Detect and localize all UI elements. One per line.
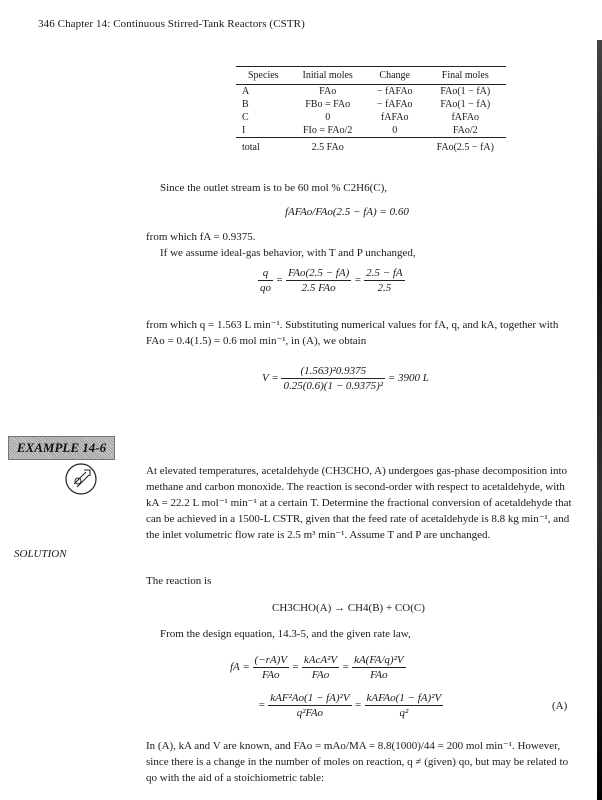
table-cell: − fAFAo xyxy=(376,86,413,97)
stoichiometric-table xyxy=(236,66,506,154)
equation-volume: V = $\frac{\text{(1.563)²0.9375}}{\text{0.25(0.6)(1 − 0.9375)²}}$ = 3900 L xyxy=(262,365,429,392)
flask-icon xyxy=(64,462,98,496)
table-cell: FAo(1 − fA) xyxy=(440,99,491,110)
fraction: $\frac{\text{kAF²Ao(1 − fA)²V}}{\text{q²FAo}}$ xyxy=(270,692,350,719)
table-row xyxy=(236,98,506,111)
paragraph: The reaction is xyxy=(146,575,212,587)
stoichiometric-table-wrapper xyxy=(236,66,506,154)
fraction: $\frac{\text{FAo(2.5 − fA)}}{\text{2.5 FAo}}$ xyxy=(287,267,350,294)
table-row xyxy=(236,111,506,124)
table-row xyxy=(236,85,506,99)
table-cell: C xyxy=(242,112,249,123)
table-cell: A xyxy=(242,86,250,97)
paragraph: Since the outlet stream is to be 60 mol % C2H6(C), xyxy=(160,182,387,194)
design-equation-line1: fA = $\frac{(-rA)V}{\text{FAo}}$ = $\frac{\text{kAcA²V}}{\text{FAo}}$ = $\frac{\text{kA(FA/q)²V}}{\text{FAo}}$ xyxy=(230,654,404,681)
table-cell: FAo(1 − fA) xyxy=(440,86,491,97)
table-cell: total xyxy=(236,138,291,155)
reaction-equation: CH3CHO(A) → CH4(B) + CO(C) xyxy=(272,602,425,614)
paragraph: If we assume ideal-gas behavior, with T and P unchanged, xyxy=(160,247,416,259)
table-cell: I xyxy=(242,125,246,136)
table-cell: 0 xyxy=(392,125,398,136)
col-header: Change xyxy=(365,67,425,85)
equation-mole-fraction: fAFAo/FAo(2.5 − fA) = 0.60 xyxy=(285,206,409,218)
table-cell: FIo = FAo/2 xyxy=(303,125,353,136)
table-cell: 0 xyxy=(325,112,331,123)
fraction: $\frac{\text{(1.563)²0.9375}}{\text{0.25(0.6)(1 − 0.9375)²}}$ xyxy=(283,365,384,392)
example-label: EXAMPLE 14-6 xyxy=(8,436,115,460)
design-equation-line2: = $\frac{\text{kAF²Ao(1 − fA)²V}}{\text{q²FAo}}$ = $\frac{\text{kAFAo(1 − fA)²V}}{\text{q²}}$ xyxy=(258,692,442,719)
fraction: $\frac{2.5 - fA}{2.5}$ xyxy=(366,267,403,294)
equation-label: (A) xyxy=(552,700,568,712)
paragraph: From the design equation, 14.3-5, and the given rate law, xyxy=(160,628,411,640)
table-cell: 2.5 FAo xyxy=(291,138,365,155)
fraction: $\frac{\text{kAcA²V}}{\text{FAo}}$ xyxy=(303,654,338,681)
table-cell: FBo = FAo xyxy=(305,99,351,110)
equation-flow-ratio: $\frac{q}{qo}$ = $\frac{\text{FAo(2.5 − fA)}}{\text{2.5 FAo}}$ = $\frac{2.5 - fA}{2.5}$ xyxy=(260,267,403,294)
fraction: $\frac{(-rA)V}{\text{FAo}}$ xyxy=(254,654,287,681)
table-cell: − fAFAo xyxy=(376,99,413,110)
table-total-row xyxy=(236,138,506,155)
table-cell: fAFAo xyxy=(380,112,409,123)
col-header: Initial moles xyxy=(291,67,365,85)
solution-label: SOLUTION xyxy=(14,548,67,560)
fraction: $\frac{q}{qo}$ xyxy=(260,267,271,294)
table-cell xyxy=(365,138,425,155)
problem-statement: At elevated temperatures, acetaldehyde (CH3CHO, A) undergoes gas-phase decomposition into methane and carbon monoxide. The reaction is second-order with respect to acetaldehyde, with kA = 22.2 L mol⁻¹ min⁻¹ at a certain T. Determine the fractional conversion of acetaldehyde that can be achieved in a 1500-L CSTR, given that the feed rate of acetaldehyde is 8.8 kg min⁻¹, and the inlet volumetric flow rate is 2.5 m³ min⁻¹. Assume T and P are unchanged. xyxy=(146,465,572,541)
col-header: Final moles xyxy=(425,67,506,85)
fraction: $\frac{\text{kAFAo(1 − fA)²V}}{\text{q²}}$ xyxy=(366,692,442,719)
table-row xyxy=(236,124,506,138)
table-cell: FAo/2 xyxy=(452,125,478,136)
col-header: Species xyxy=(236,67,291,85)
table-cell: FAo(2.5 − fA) xyxy=(425,138,506,155)
paragraph: from which q = 1.563 L min⁻¹. Substituting numerical values for fA, q, and kA, together with FAo = 0.4(1.5) = 0.6 mol min⁻¹, in (A), we obtain xyxy=(146,319,559,347)
table-cell: B xyxy=(242,99,249,110)
fraction: $\frac{\text{kA(FA/q)²V}}{\text{FAo}}$ xyxy=(354,654,404,681)
page-edge-shadow xyxy=(597,40,602,800)
table-cell: FAo xyxy=(319,86,337,97)
table-cell: fAFAo xyxy=(451,112,480,123)
running-header: 346 Chapter 14: Continuous Stirred-Tank Reactors (CSTR) xyxy=(38,18,305,30)
paragraph: In (A), kA and V are known, and FAo = mAo/MA = 8.8(1000)/44 = 200 mol min⁻¹. However, since there is a change in the number of moles on reaction, q ≠ (given) qo, but may be related to qo with the aid of a stoichiometric table: xyxy=(146,740,569,784)
paragraph: from which fA = 0.9375. xyxy=(146,231,256,243)
